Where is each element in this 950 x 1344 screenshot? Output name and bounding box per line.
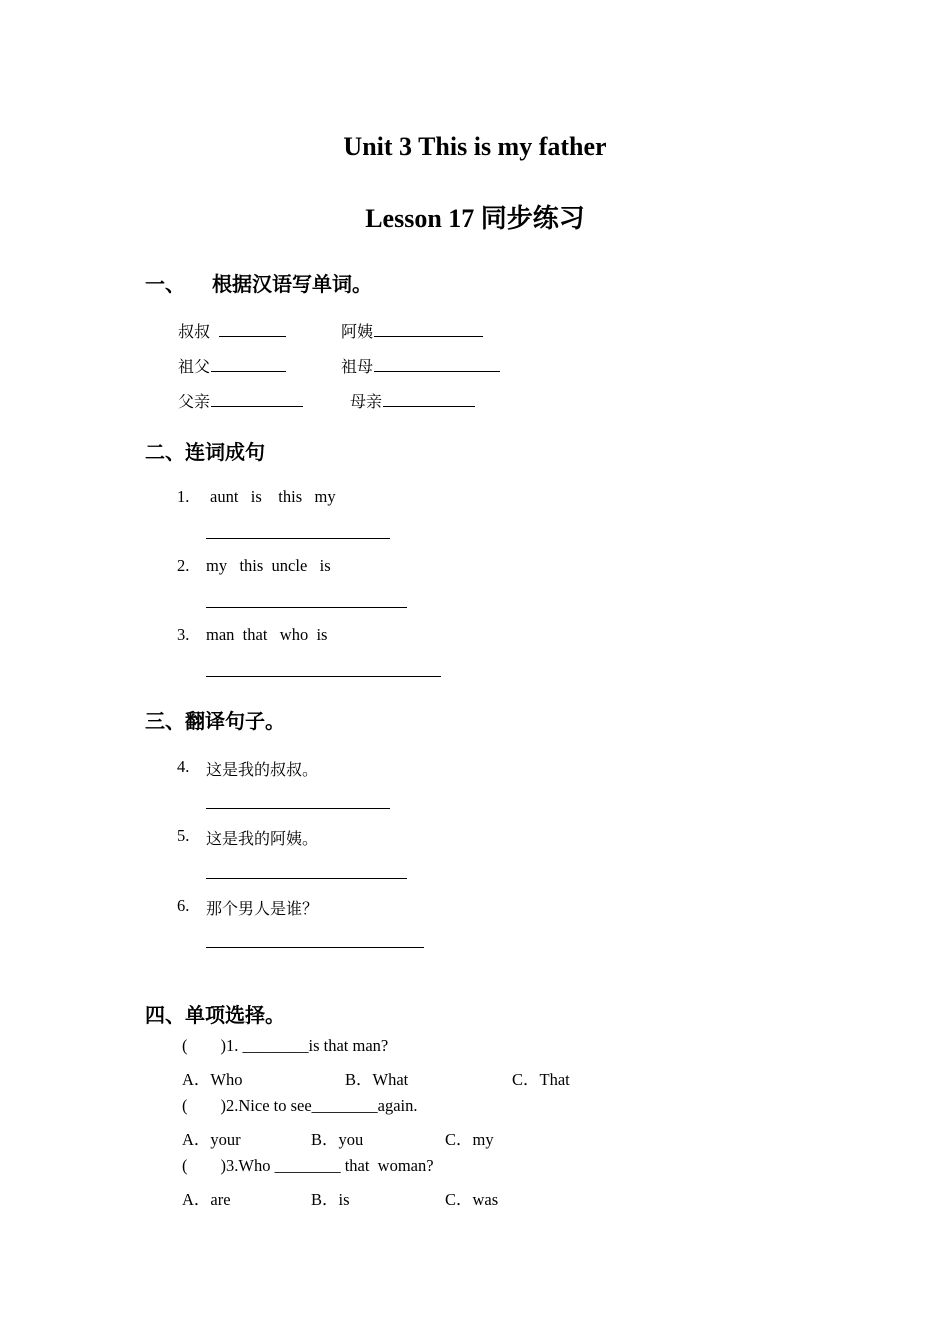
section3-heading: 三、翻译句子。 — [145, 709, 285, 733]
option-a[interactable]: A．your — [182, 1130, 241, 1149]
option-b[interactable]: B．is — [311, 1190, 350, 1209]
option-b[interactable]: B．What — [345, 1070, 409, 1089]
vocab-answer-blank[interactable] — [211, 371, 286, 372]
vocab-answer-blank[interactable] — [211, 406, 303, 407]
question-stem: ( )3.Who ________ that woman? — [182, 1156, 434, 1175]
item-number: 1. — [177, 487, 190, 506]
option-c[interactable]: C．That — [512, 1070, 570, 1089]
option-a[interactable]: A．are — [182, 1190, 231, 1209]
sentence-answer-blank[interactable] — [206, 538, 390, 539]
item-number: 5. — [177, 826, 190, 845]
vocab-label: 父亲 — [178, 392, 211, 411]
vocab-label: 母亲 — [350, 392, 383, 411]
vocab-label: 阿姨 — [341, 322, 374, 341]
sentence-answer-blank[interactable] — [206, 607, 407, 608]
option-c[interactable]: C．was — [445, 1190, 499, 1209]
question-stem: ( )2.Nice to see________again. — [182, 1096, 418, 1115]
scrambled-words: aunt is this my — [210, 487, 336, 506]
translation-answer-blank[interactable] — [206, 878, 407, 879]
section2-heading: 二、连词成句 — [145, 440, 265, 464]
scrambled-words: man that who is — [206, 625, 328, 644]
translation-answer-blank[interactable] — [206, 947, 424, 948]
scrambled-words: my this uncle is — [206, 556, 331, 575]
page-title: Unit 3 This is my father — [343, 132, 607, 161]
vocab-answer-blank[interactable] — [219, 336, 286, 337]
translate-sentence: 那个男人是谁？ — [206, 899, 319, 918]
vocab-answer-blank[interactable] — [374, 336, 483, 337]
item-number: 3. — [177, 625, 190, 644]
vocab-label: 叔叔 — [178, 322, 211, 341]
section4-heading: 四、单项选择。 — [145, 1003, 285, 1027]
translate-sentence: 这是我的阿姨。 — [206, 829, 319, 848]
translate-sentence: 这是我的叔叔。 — [206, 760, 319, 779]
option-a[interactable]: A．Who — [182, 1070, 243, 1089]
page-subtitle: Lesson 17 同步练习 — [365, 204, 585, 233]
sentence-answer-blank[interactable] — [206, 676, 441, 677]
option-c[interactable]: C．my — [445, 1130, 494, 1149]
item-number: 4. — [177, 757, 190, 776]
section1-number: 一、 — [145, 272, 185, 296]
vocab-answer-blank[interactable] — [374, 371, 500, 372]
vocab-label: 祖父 — [178, 357, 211, 376]
vocab-label: 祖母 — [341, 357, 374, 376]
section1-heading: 根据汉语写单词。 — [212, 272, 372, 296]
option-b[interactable]: B．you — [311, 1130, 364, 1149]
item-number: 6. — [177, 896, 190, 915]
item-number: 2. — [177, 556, 190, 575]
vocab-answer-blank[interactable] — [383, 406, 475, 407]
question-stem: ( )1. ________is that man? — [182, 1036, 389, 1055]
translation-answer-blank[interactable] — [206, 808, 390, 809]
